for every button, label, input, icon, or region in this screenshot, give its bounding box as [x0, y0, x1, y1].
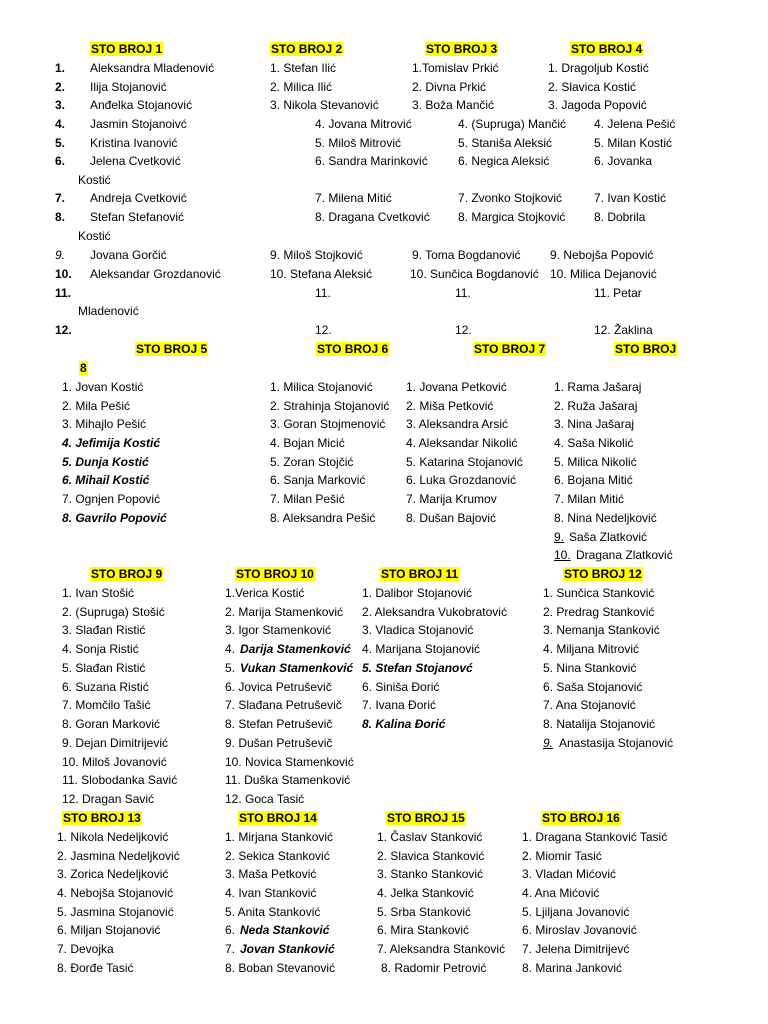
guest-entry: 6. Luka Grozdanović [406, 473, 517, 487]
guest-entry: 1. Milica Stojanović [270, 380, 373, 394]
guest-entry: 2. Mila Pešić [62, 399, 131, 413]
guest-entry: 8. Margica Stojković [458, 210, 566, 224]
list-number: 7. [225, 942, 236, 956]
guest-entry: 3. Aleksandra Arsić [406, 417, 509, 431]
guest-entry: 8. Dušan Bajović [406, 511, 497, 525]
guest-entry: 9. Toma Bogdanović [412, 248, 521, 262]
guest-entry: 9. Nebojša Popović [550, 248, 654, 262]
guest-entry: 1. Dragana Stanković Tasić [522, 830, 668, 844]
guest-entry: 8. Đorđe Tasić [57, 961, 134, 975]
guest-entry: 2. Aleksandra Vukobratović [362, 605, 507, 619]
guest-entry: 3. Vladan Mićović [522, 867, 617, 881]
guest-entry: 10. Miloš Jovanović [62, 755, 167, 769]
guest-entry: 5. Zoran Stojčić [270, 455, 354, 469]
guest-entry: 8. Stefan Petruševič [225, 717, 333, 731]
guest-entry: 9. Miloš Stojković [270, 248, 363, 262]
guest-entry: 12. Žaklina [594, 323, 653, 337]
list-number: 3. [55, 98, 66, 112]
guest-entry: 5. Milica Nikolić [554, 455, 637, 469]
guest-entry: 6. Jovica Petruševič [225, 680, 332, 694]
guest-entry: 4. Sonja Ristić [62, 642, 139, 656]
guest-entry: 8. Natalija Stojanović [543, 717, 656, 731]
guest-entry: 7. Ivan Kostić [594, 191, 667, 205]
guest-entry: 2. Slavica Stanković [377, 849, 485, 863]
guest-entry: 6. Sanja Marković [270, 473, 366, 487]
table-12-header: STO BROJ 12 [564, 567, 642, 581]
guest-entry: 2. Sekica Stanković [225, 849, 330, 863]
guest-entry: 9. Dušan Petruševič [225, 736, 333, 750]
guest-entry: 4. Saša Nikolić [554, 436, 634, 450]
table-16-header: STO BROJ 16 [542, 811, 620, 825]
guest-entry: 2. Jasmina Nedeljković [57, 849, 180, 863]
guest-entry: 4. Jelena Pešić [594, 117, 676, 131]
table-7-header: STO BROJ 7 [474, 342, 546, 356]
guest-entry: 8. Boban Stevanović [225, 961, 336, 975]
guest-entry: 2. (Supruga) Stošić [62, 605, 165, 619]
guest-entry: 11. Duška Stamenković [225, 773, 351, 787]
guest-entry: 11. Petar [594, 286, 642, 300]
table-3-header: STO BROJ 3 [426, 42, 498, 56]
list-number: 6. [225, 923, 236, 937]
guest-entry: 4. Miljana Mitrović [543, 642, 640, 656]
guest-name: Anđelka Stojanović [90, 98, 193, 112]
list-number: 9. [55, 248, 66, 262]
guest-name: Dragana Zlatković [576, 548, 673, 562]
guest-entry: 4. Bojan Micić [270, 436, 345, 450]
list-number: 9. [554, 530, 565, 544]
guest-name: Jovana Gorčić [90, 248, 167, 262]
guest-entry: 1. Dragoljub Kostić [548, 61, 649, 75]
guest-entry: 10. Milica Dejanović [550, 267, 657, 281]
guest-entry: 12. Dragan Savić [62, 792, 155, 806]
guest-entry: 5. Stefan Stojanovć [362, 661, 473, 675]
guest-entry: 1.Tomislav Prkić [412, 61, 499, 75]
guest-entry: 3. Boža Mančić [412, 98, 495, 112]
guest-entry: 3. Mihajlo Pešić [62, 417, 147, 431]
guest-entry: 8. Aleksandra Pešić [270, 511, 376, 525]
guest-entry: 4. Jefimija Kostić [62, 436, 161, 450]
guest-name: Kristina Ivanović [90, 136, 178, 150]
list-number: 10. [554, 548, 571, 562]
guest-name-wrap: Kostić [78, 173, 111, 187]
guest-entry: 8. Dobrila [594, 210, 646, 224]
guest-entry: 2. Divna Prkić [412, 80, 487, 94]
guest-entry: 10. Stefana Aleksić [270, 267, 373, 281]
guest-entry: 4. Nebojša Stojanović [57, 886, 174, 900]
guest-entry: 6. Mira Stanković [377, 923, 470, 937]
guest-entry: 6. Suzana Ristić [62, 680, 149, 694]
guest-entry: 3. Nina Jašaraj [554, 417, 635, 431]
guest-entry: 7. Milan Mitić [554, 492, 625, 506]
guest-name: Darija Stamenković [240, 642, 351, 656]
guest-entry: 8. Nina Nedeljković [554, 511, 657, 525]
guest-entry: 7. Ana Stojanović [543, 698, 636, 712]
guest-entry: 12. [315, 323, 332, 337]
guest-entry: 8. Goran Marković [62, 717, 161, 731]
guest-name: Stefan Stefanović [90, 210, 185, 224]
guest-entry: 5. Nina Stanković [543, 661, 637, 675]
guest-entry: 6. Siniša Đorić [362, 680, 440, 694]
guest-entry: 1. Nikola Nedeljković [57, 830, 169, 844]
guest-entry: 6. Jovanka [594, 154, 653, 168]
guest-entry: 1. Stefan Ilić [270, 61, 337, 75]
guest-name-wrap: Kostić [78, 229, 111, 243]
guest-entry: 9. Dejan Dimitrijević [62, 736, 169, 750]
guest-entry: 2. Ruža Jašaraj [554, 399, 638, 413]
guest-entry: 10. Sunčica Bogdanović [410, 267, 539, 281]
table-14-header: STO BROJ 14 [239, 811, 317, 825]
guest-entry: 2. Milica Ilić [270, 80, 333, 94]
list-number: 10. [55, 267, 72, 281]
guest-entry: 5. Srba Stanković [377, 905, 472, 919]
list-number: 7. [55, 191, 66, 205]
guest-entry: 7. Milan Pešić [270, 492, 345, 506]
guest-name-wrap: Mladenović [78, 304, 139, 318]
guest-entry: 6. Bojana Mitić [554, 473, 633, 487]
guest-entry: 1.Verica Kostić [225, 586, 305, 600]
list-number: 6. [55, 154, 66, 168]
guest-entry: 7. Jelena Dimitrijevć [522, 942, 630, 956]
guest-name: Jovan Stanković [240, 942, 335, 956]
guest-entry: 3. Nemanja Stanković [543, 623, 660, 637]
list-number: 8. [55, 210, 66, 224]
guest-entry: 5. Anita Stanković [225, 905, 321, 919]
guest-entry: 5. Katarina Stojanović [406, 455, 523, 469]
guest-entry: 3. Maša Petković [225, 867, 317, 881]
guest-entry: 4. Aleksandar Nikolić [406, 436, 518, 450]
guest-entry: 4. (Supruga) Mančić [458, 117, 567, 131]
guest-entry: 11. [455, 286, 471, 300]
guest-entry: 1. Mirjana Stanković [225, 830, 334, 844]
guest-entry: 7. Momčilo Tašić [62, 698, 151, 712]
guest-entry: 6. Miljan Stojanović [57, 923, 161, 937]
table-8-header-number: 8 [80, 361, 87, 375]
guest-entry: 7. Milena Mitić [315, 191, 392, 205]
guest-name: Aleksandar Grozdanović [90, 267, 221, 281]
guest-entry: 7. Ognjen Popović [62, 492, 161, 506]
guest-entry: 4. Marijana Stojanović [362, 642, 481, 656]
guest-entry: 3. Vladica Stojanović [362, 623, 474, 637]
list-number: 12. [55, 323, 72, 337]
guest-entry: 4. Jovana Mitrović [315, 117, 412, 131]
table-5-header: STO BROJ 5 [136, 342, 208, 356]
table-1-header: STO BROJ 1 [91, 42, 163, 56]
guest-entry: 8. Dragana Cvetković [315, 210, 430, 224]
guest-entry: 2. Slavica Kostić [548, 80, 637, 94]
guest-entry: 2. Miša Petković [406, 399, 494, 413]
table-15-header: STO BROJ 15 [387, 811, 465, 825]
guest-entry: 10. Novica Stamenković [225, 755, 354, 769]
list-number: 11. [55, 286, 72, 300]
guest-entry: 7. Aleksandra Stanković [377, 942, 506, 956]
guest-entry: 5. Ljiljana Jovanović [522, 905, 630, 919]
guest-entry: 3. Nikola Stevanović [270, 98, 379, 112]
guest-entry: 11. Slobodanka Savić [62, 773, 178, 787]
guest-entry: 6. Miroslav Jovanović [522, 923, 637, 937]
guest-name: Andreja Cvetković [90, 191, 187, 205]
guest-entry: 4. Jelka Stanković [377, 886, 474, 900]
table-10-header: STO BROJ 10 [236, 567, 314, 581]
list-number: 4. [55, 117, 66, 131]
guest-entry: 7. Ivana Đorić [362, 698, 437, 712]
guest-entry: 3. Igor Stamenković [225, 623, 332, 637]
guest-entry: 1. Jovan Kostić [62, 380, 144, 394]
list-number: 5. [55, 136, 66, 150]
guest-entry: 5. Milan Kostić [594, 136, 673, 150]
guest-entry: 7. Slađana Petruševič [225, 698, 342, 712]
guest-entry: 1. Jovana Petković [406, 380, 507, 394]
guest-entry: 8. Gavrilo Popović [62, 511, 167, 525]
guest-name: Aleksandra Mladenović [90, 61, 215, 75]
guest-name: Anastasija Stojanović [559, 736, 674, 750]
guest-entry: 7. Zvonko Stojković [458, 191, 563, 205]
guest-entry: 3. Jagoda Popović [548, 98, 647, 112]
list-number: 1. [55, 61, 66, 75]
list-number: 2. [55, 80, 66, 94]
guest-name: Saša Zlatković [569, 530, 648, 544]
guest-entry: 2. Miomir Tasić [522, 849, 602, 863]
list-number: 5. [225, 661, 236, 675]
guest-entry: 2. Marija Stamenković [225, 605, 344, 619]
guest-entry: 5. Slađan Ristić [62, 661, 146, 675]
guest-entry: 5. Staniša Aleksić [458, 136, 553, 150]
table-8-header: STO BROJ [615, 342, 677, 356]
guest-entry: 6. Mihail Kostić [62, 473, 150, 487]
guest-entry: 12. [455, 323, 472, 337]
table-4-header: STO BROJ 4 [571, 42, 643, 56]
guest-entry: 1. Rama Jašaraj [554, 380, 642, 394]
guest-entry: 3. Zorica Nedeljković [57, 867, 169, 881]
guest-entry: 5. Dunja Kostić [62, 455, 149, 469]
guest-name: Vukan Stamenković [240, 661, 354, 675]
table-11-header: STO BROJ 11 [381, 567, 459, 581]
guest-entry: 7. Marija Krumov [406, 492, 497, 506]
guest-entry: 3. Goran Stojmenović [270, 417, 386, 431]
guest-entry: 4. Ivan Stanković [225, 886, 317, 900]
guest-entry: 2. Predrag Stanković [543, 605, 655, 619]
guest-entry: 8. Marina Janković [522, 961, 623, 975]
table-6-header: STO BROJ 6 [317, 342, 389, 356]
list-number: 4. [225, 642, 236, 656]
guest-entry: 3. Slađan Ristić [62, 623, 146, 637]
guest-entry: 4. Ana Mićović [522, 886, 600, 900]
table-9-header: STO BROJ 9 [91, 567, 163, 581]
table-2-header: STO BROJ 2 [271, 42, 343, 56]
guest-entry: 8. Radomir Petrović [381, 961, 487, 975]
guest-entry: 6. Sandra Marinković [315, 154, 428, 168]
table-13-header: STO BROJ 13 [63, 811, 141, 825]
guest-entry: 5. Miloš Mitrović [315, 136, 402, 150]
guest-entry: 7. Devojka [57, 942, 114, 956]
guest-entry: 5. Jasmina Stojanović [57, 905, 174, 919]
guest-entry: 8. Kalina Đorić [362, 717, 446, 731]
guest-entry: 6. Saša Stojanović [543, 680, 643, 694]
guest-name: Neda Stanković [240, 923, 330, 937]
guest-entry: 12. Goca Tasić [225, 792, 305, 806]
guest-entry: 1. Časlav Stanković [377, 830, 483, 844]
guest-entry: 1. Sunčica Stanković [543, 586, 655, 600]
guest-entry: 1. Ivan Stošić [62, 586, 135, 600]
guest-name: Jelena Cvetković [90, 154, 181, 168]
guest-name: Ilija Stojanović [90, 80, 167, 94]
guest-entry: 2. Strahinja Stojanović [270, 399, 390, 413]
guest-entry: 3. Stanko Stanković [377, 867, 484, 881]
guest-entry: 1. Dalibor Stojanović [362, 586, 473, 600]
guest-entry: 11. [315, 286, 331, 300]
list-number: 9. [543, 736, 554, 750]
guest-name: Jasmin Stojanoivć [90, 117, 187, 131]
guest-entry: 6. Negica Aleksić [458, 154, 550, 168]
